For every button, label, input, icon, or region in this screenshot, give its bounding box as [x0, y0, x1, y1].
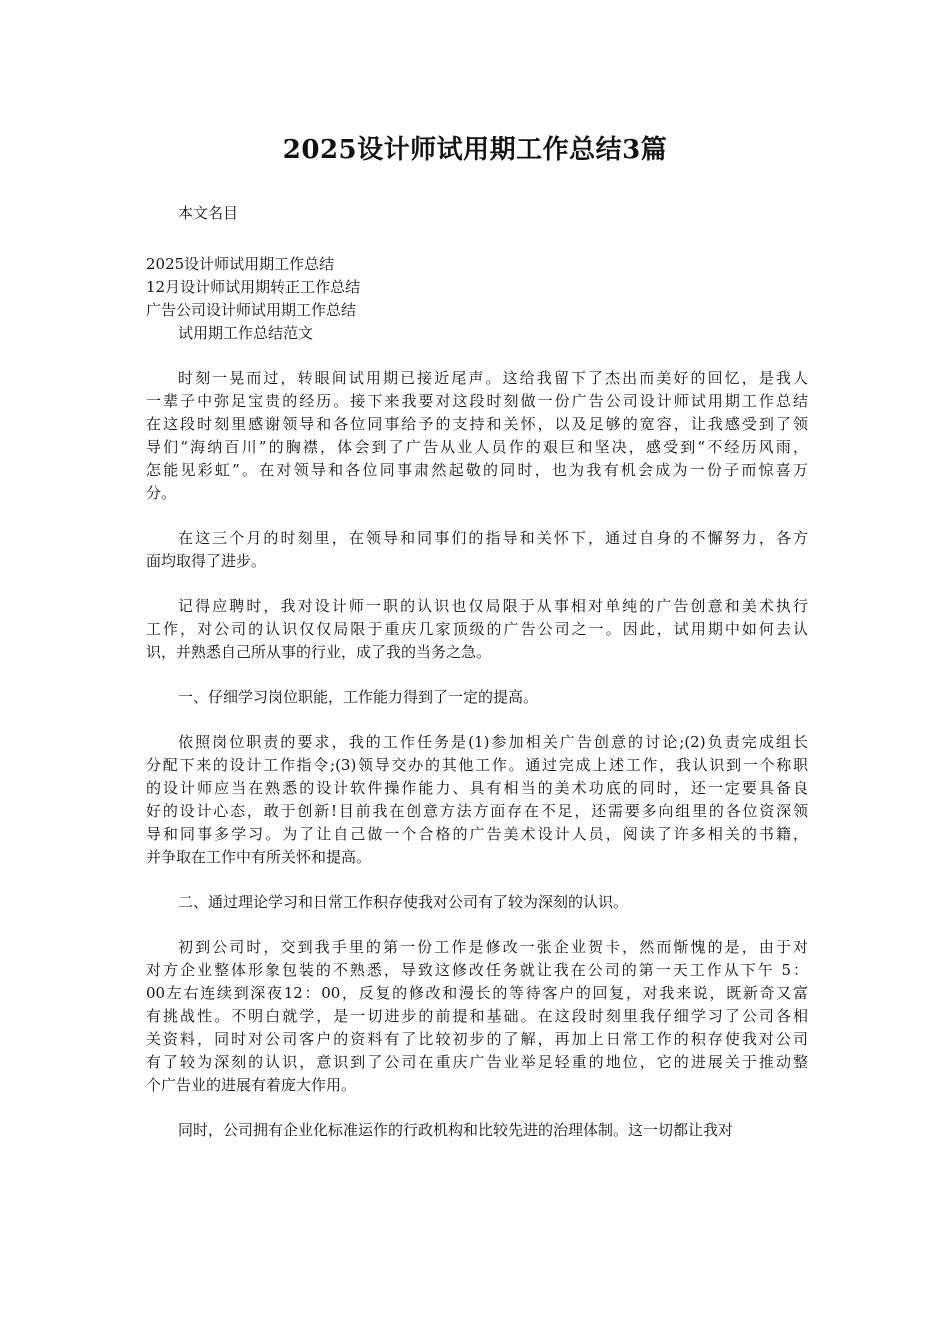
paragraph-line: 关资料，同时对公司客户的资料有了比较初步的了解，再加上日常工作的积存使我对公司 — [146, 1030, 808, 1048]
document-body — [146, 202, 808, 1164]
toc-item: 试用期工作总结范文 — [178, 324, 314, 342]
paragraph-line: 在这段时刻里感谢领导和各位同事给予的支持和关怀，以及足够的宽容，让我感受到了领 — [146, 415, 808, 433]
toc-item: 12月设计师试用期转正工作总结 — [146, 278, 361, 296]
document-title: 2025设计师试用期工作总结3篇 — [282, 135, 668, 165]
paragraph-line: 对方企业整体形象包装的不熟悉，导致这修改任务就让我在公司的第一天工作从下午 5： — [146, 961, 808, 979]
section-heading-text: 一、仔细学习岗位职能，工作能力得到了一定的提高。 — [178, 688, 539, 706]
paragraph-line: 依照岗位职责的要求，我的工作任务是(1)参加相关广告创意的讨论;(2)负责完成组长 — [178, 733, 808, 751]
paragraph-line: 分配下来的设计工作指令;(3)领导交办的其他工作。通过完成上述工作，我认识到一个称职 — [146, 756, 808, 774]
paragraph — [146, 595, 808, 664]
toc-label: 本文名目 — [178, 204, 239, 222]
paragraph-line: 导和同事多学习。为了让自己做一个合格的广告美术设计人员，阅读了许多相关的书籍， — [146, 825, 808, 843]
paragraph-line: 好的设计心态，敢于创新!目前我在创意方法方面存在不足，还需要多向组里的各位资深领 — [146, 802, 808, 820]
paragraph-line: 在这三个月的时刻里，在领导和同事们的指导和关怀下，通过自身的不懈努力，各方 — [178, 529, 808, 547]
paragraph-line: 导们“海纳百川”的胸襟，体会到了广告从业人员作的艰巨和坚决，感受到“不经历风雨， — [146, 438, 808, 456]
section-heading — [146, 891, 808, 914]
paragraph-line: 记得应聘时，我对设计师一职的认识也仅局限于从事相对单纯的广告创意和美术执行 — [178, 597, 808, 615]
toc-item: 广告公司设计师试用期工作总结 — [146, 301, 357, 319]
paragraph — [146, 1119, 808, 1142]
paragraph-line: 面均取得了进步。 — [146, 552, 267, 570]
paragraph-line: 工作，对公司的认识仅仅局限于重庆几家顶级的广告公司之一。因此，试用期中如何去认 — [146, 620, 808, 638]
paragraph — [146, 367, 808, 505]
section-heading-text: 二、通过理论学习和日常工作积存使我对公司有了较为深刻的认识。 — [178, 893, 629, 911]
paragraph-line: 并争取在工作中有所关怀和提高。 — [146, 848, 372, 866]
paragraph-line: 的设计师应当在熟悉的设计软件操作能力、具有相当的美术功底的同时，还一定要具备良 — [146, 779, 808, 797]
toc-item: 2025设计师试用期工作总结 — [146, 255, 335, 273]
paragraph-line: 分。 — [146, 484, 177, 502]
paragraph-line: 时刻一晃而过，转眼间试用期已接近尾声。这给我留下了杰出而美好的回忆，是我人 — [178, 369, 808, 387]
paragraph-line: 初到公司时，交到我手里的第一份工作是修改一张企业贺卡，然而惭愧的是，由于对 — [178, 938, 808, 956]
paragraph-line: 有了较为深刻的认识，意识到了公司在重庆广告业举足轻重的地位，它的进展关于推动整 — [146, 1053, 808, 1071]
paragraph — [146, 936, 808, 1097]
paragraph — [146, 527, 808, 573]
table-of-contents — [146, 253, 808, 345]
paragraph-line: 一辈子中弥足宝贵的经历。接下来我要对这段时刻做一份广告公司设计师试用期工作总结 — [146, 392, 808, 410]
paragraph-line: 有挑战性。不明白就学，是一切进步的前提和基础。在这段时刻里我仔细学习了公司各相 — [146, 1007, 808, 1025]
paragraph-line: 个广告业的进展有着庞大作用。 — [146, 1076, 357, 1094]
paragraph-line: 识，并熟悉自己所从事的行业，成了我的当务之急。 — [146, 643, 492, 661]
paragraph — [146, 731, 808, 869]
paragraph-line: 00左右连续到深夜12：00，反复的修改和漫长的等待客户的回复，对我来说，既新奇又富 — [146, 984, 808, 1002]
section-heading — [146, 686, 808, 709]
paragraph-line: 怎能见彩虹”。在对领导和各位同事肃然起敬的同时，也为我有机会成为一份子而惊喜万 — [146, 461, 808, 479]
paragraph-line: 同时，公司拥有企业化标准运作的行政机构和比较先进的治理体制。这一切都让我对 — [178, 1121, 734, 1139]
